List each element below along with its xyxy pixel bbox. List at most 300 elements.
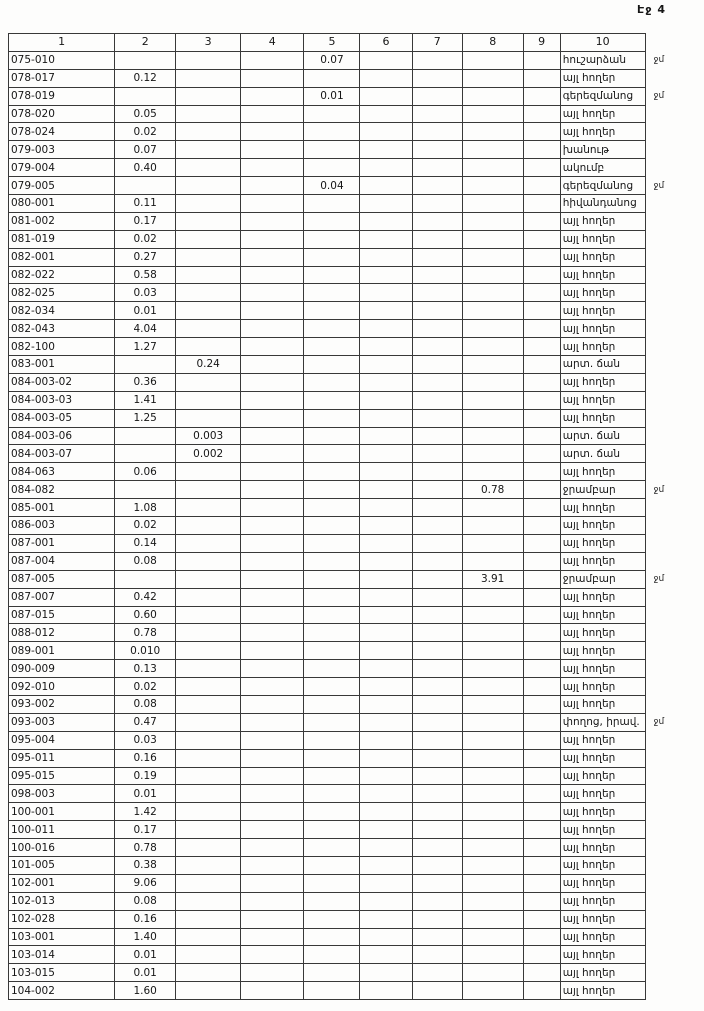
cell-land-use: այլ հողեր: [560, 123, 645, 141]
cell-area-value: [412, 642, 462, 660]
cell-land-use: այլ հողեր: [560, 874, 645, 892]
cell-area-value: [523, 982, 560, 1000]
margin-note: [645, 928, 703, 946]
cell-area-value: [462, 266, 523, 284]
cell-area-value: [241, 284, 304, 302]
cell-area-value: [360, 302, 412, 320]
cell-area-value: [412, 105, 462, 123]
cell-area-value: [523, 320, 560, 338]
cell-area-value: [523, 534, 560, 552]
cell-area-value: [241, 105, 304, 123]
cell-area-value: [360, 910, 412, 928]
cell-area-value: [523, 821, 560, 839]
cell-area-value: [462, 642, 523, 660]
cell-area-value: [523, 839, 560, 857]
cell-area-value: [304, 373, 360, 391]
cell-area-value: [304, 302, 360, 320]
cell-area-value: [176, 642, 241, 660]
cell-area-value: [360, 606, 412, 624]
cell-area-value: 0.01: [115, 964, 176, 982]
cell-area-value: 0.13: [115, 660, 176, 678]
cell-land-use: այլ հողեր: [560, 964, 645, 982]
cell-area-value: [412, 427, 462, 445]
cell-area-value: [304, 910, 360, 928]
cell-land-use: այլ հողեր: [560, 284, 645, 302]
cell-area-value: [462, 624, 523, 642]
margin-note: [645, 499, 703, 517]
cell-area-value: [304, 856, 360, 874]
cell-area-value: [360, 123, 412, 141]
cell-area-value: [523, 803, 560, 821]
cell-area-value: [523, 338, 560, 356]
cell-area-value: [412, 284, 462, 302]
cell-land-use: այլ հողեր: [560, 391, 645, 409]
cell-area-value: [360, 284, 412, 302]
cell-area-value: [462, 409, 523, 427]
cell-area-value: [412, 481, 462, 499]
cell-land-use: այլ հողեր: [560, 749, 645, 767]
cell-area-value: 1.60: [115, 982, 176, 1000]
cell-parcel-code: 088-012: [9, 624, 115, 642]
cell-area-value: [462, 910, 523, 928]
cell-area-value: [176, 749, 241, 767]
cell-parcel-code: 089-001: [9, 642, 115, 660]
cell-parcel-code: 082-034: [9, 302, 115, 320]
cell-area-value: [412, 678, 462, 696]
cell-area-value: 0.47: [115, 713, 176, 731]
margin-note: [645, 552, 703, 570]
cell-parcel-code: 079-005: [9, 177, 115, 195]
cell-area-value: [523, 874, 560, 892]
cell-land-use: այլ հողեր: [560, 803, 645, 821]
table-row: [9, 212, 704, 230]
table-row: [9, 874, 704, 892]
cell-area-value: [360, 69, 412, 87]
cell-land-use: այլ հողեր: [560, 320, 645, 338]
margin-note: [645, 964, 703, 982]
column-header: 3: [176, 34, 241, 52]
cell-area-value: 0.04: [304, 177, 360, 195]
cell-area-value: 0.78: [115, 624, 176, 642]
cell-area-value: [176, 123, 241, 141]
cell-land-use: այլ հողեր: [560, 839, 645, 857]
column-header: 2: [115, 34, 176, 52]
cell-area-value: [462, 302, 523, 320]
cell-area-value: [241, 338, 304, 356]
cell-area-value: [523, 123, 560, 141]
cell-area-value: [462, 373, 523, 391]
cell-area-value: 0.06: [115, 463, 176, 481]
cell-parcel-code: 095-015: [9, 767, 115, 785]
cell-area-value: [412, 839, 462, 857]
cell-area-value: [462, 463, 523, 481]
cell-area-value: 0.40: [115, 159, 176, 177]
cell-land-use: այլ հողեր: [560, 642, 645, 660]
cell-area-value: [523, 391, 560, 409]
cell-area-value: [176, 177, 241, 195]
cell-area-value: 0.02: [115, 517, 176, 535]
cell-area-value: [176, 856, 241, 874]
cell-parcel-code: 084-003-06: [9, 427, 115, 445]
cell-area-value: [462, 141, 523, 159]
cell-area-value: [304, 123, 360, 141]
table-row: [9, 946, 704, 964]
cell-area-value: [304, 445, 360, 463]
cell-area-value: [360, 51, 412, 69]
cell-area-value: [241, 302, 304, 320]
cell-area-value: [360, 624, 412, 642]
cell-area-value: 0.78: [115, 839, 176, 857]
cell-area-value: [360, 642, 412, 660]
cell-area-value: [304, 678, 360, 696]
cell-area-value: [462, 749, 523, 767]
cell-area-value: [523, 749, 560, 767]
cell-area-value: [176, 946, 241, 964]
cell-parcel-code: 078-019: [9, 87, 115, 105]
cell-area-value: 1.08: [115, 499, 176, 517]
cell-area-value: [412, 391, 462, 409]
cell-area-value: [523, 731, 560, 749]
cell-area-value: [176, 695, 241, 713]
cell-area-value: [241, 373, 304, 391]
cell-area-value: [176, 660, 241, 678]
table-row: [9, 731, 704, 749]
table-row: [9, 517, 704, 535]
cell-parcel-code: 082-022: [9, 266, 115, 284]
cell-area-value: [523, 284, 560, 302]
cell-area-value: [304, 230, 360, 248]
cell-parcel-code: 078-024: [9, 123, 115, 141]
margin-note: [645, 767, 703, 785]
cell-area-value: [412, 856, 462, 874]
margin-note: [645, 678, 703, 696]
cell-area-value: 9.06: [115, 874, 176, 892]
cell-area-value: [115, 481, 176, 499]
cell-area-value: [304, 606, 360, 624]
cell-area-value: [412, 463, 462, 481]
cell-land-use: այլ հողեր: [560, 695, 645, 713]
cell-area-value: [304, 212, 360, 230]
cell-area-value: [176, 606, 241, 624]
cell-area-value: 0.14: [115, 534, 176, 552]
margin-note: [645, 391, 703, 409]
cell-area-value: [462, 338, 523, 356]
cell-area-value: [462, 964, 523, 982]
cell-area-value: [176, 767, 241, 785]
cell-area-value: [304, 624, 360, 642]
column-header: 6: [360, 34, 412, 52]
cell-area-value: [241, 463, 304, 481]
cell-area-value: [241, 892, 304, 910]
cell-land-use: այլ հողեր: [560, 678, 645, 696]
cell-area-value: [523, 230, 560, 248]
cell-area-value: [462, 839, 523, 857]
margin-note: [645, 230, 703, 248]
cell-parcel-code: 093-002: [9, 695, 115, 713]
cell-area-value: [412, 660, 462, 678]
cell-area-value: [360, 463, 412, 481]
cell-area-value: [360, 821, 412, 839]
cell-land-use: այլ հողեր: [560, 266, 645, 284]
cell-area-value: [176, 87, 241, 105]
margin-note-header: [645, 34, 703, 52]
table-row: [9, 195, 704, 213]
cell-area-value: 0.08: [115, 695, 176, 713]
column-header: 8: [462, 34, 523, 52]
cell-area-value: [176, 141, 241, 159]
cell-area-value: [176, 964, 241, 982]
cell-area-value: [523, 695, 560, 713]
cell-land-use: այլ հողեր: [560, 105, 645, 123]
cell-parcel-code: 079-004: [9, 159, 115, 177]
margin-note: [645, 892, 703, 910]
cell-area-value: [462, 678, 523, 696]
cell-land-use: այլ հողեր: [560, 463, 645, 481]
cell-area-value: 0.16: [115, 910, 176, 928]
margin-note: [645, 660, 703, 678]
cell-parcel-code: 082-043: [9, 320, 115, 338]
cell-area-value: [412, 517, 462, 535]
cell-area-value: [176, 570, 241, 588]
cell-land-use: այլ հողեր: [560, 373, 645, 391]
table-row: [9, 624, 704, 642]
cell-area-value: [462, 713, 523, 731]
cell-area-value: [412, 141, 462, 159]
cell-area-value: [523, 69, 560, 87]
cell-area-value: [412, 606, 462, 624]
cell-area-value: [462, 821, 523, 839]
cell-area-value: [462, 391, 523, 409]
cell-area-value: [241, 624, 304, 642]
cell-area-value: [304, 731, 360, 749]
cell-area-value: [412, 910, 462, 928]
cell-area-value: [360, 391, 412, 409]
cell-area-value: 4.04: [115, 320, 176, 338]
cell-land-use: այլ հողեր: [560, 606, 645, 624]
margin-note: [645, 803, 703, 821]
cell-area-value: 0.42: [115, 588, 176, 606]
page-number: Էջ 4: [637, 3, 666, 16]
cell-area-value: 0.27: [115, 248, 176, 266]
cell-area-value: [360, 892, 412, 910]
cell-parcel-code: 100-016: [9, 839, 115, 857]
cell-land-use: այլ հողեր: [560, 785, 645, 803]
cell-land-use: այլ հողեր: [560, 248, 645, 266]
cell-area-value: [462, 695, 523, 713]
table-row: [9, 230, 704, 248]
table-row: [9, 588, 704, 606]
table-row: [9, 373, 704, 391]
cell-area-value: [462, 230, 523, 248]
cell-area-value: [412, 356, 462, 374]
cell-area-value: [176, 534, 241, 552]
cell-parcel-code: 095-004: [9, 731, 115, 749]
table-row: [9, 391, 704, 409]
cell-area-value: [360, 570, 412, 588]
cell-area-value: 1.25: [115, 409, 176, 427]
cell-area-value: [241, 266, 304, 284]
cell-area-value: [412, 928, 462, 946]
cell-area-value: 0.78: [462, 481, 523, 499]
cell-land-use: այլ հողեր: [560, 856, 645, 874]
cell-area-value: [412, 570, 462, 588]
cell-area-value: [360, 230, 412, 248]
cell-area-value: 0.17: [115, 212, 176, 230]
cell-area-value: [462, 356, 523, 374]
table-row: [9, 928, 704, 946]
cell-area-value: [360, 195, 412, 213]
cell-area-value: [304, 749, 360, 767]
cell-area-value: 0.07: [304, 51, 360, 69]
cell-area-value: [412, 821, 462, 839]
cell-area-value: [360, 320, 412, 338]
cell-area-value: [412, 946, 462, 964]
cell-land-use: այլ հողեր: [560, 409, 645, 427]
cell-area-value: [241, 552, 304, 570]
column-header: 1: [9, 34, 115, 52]
cell-area-value: [412, 373, 462, 391]
cell-parcel-code: 086-003: [9, 517, 115, 535]
cell-area-value: [176, 159, 241, 177]
cell-area-value: [462, 588, 523, 606]
cell-area-value: [462, 105, 523, 123]
cell-area-value: [115, 51, 176, 69]
cell-area-value: [360, 409, 412, 427]
cell-area-value: 0.003: [176, 427, 241, 445]
cell-area-value: [360, 552, 412, 570]
margin-note: [645, 534, 703, 552]
cell-area-value: 0.01: [115, 302, 176, 320]
cell-land-use: ջրամբար: [560, 570, 645, 588]
cell-area-value: [241, 69, 304, 87]
cell-area-value: [412, 982, 462, 1000]
cell-area-value: [241, 678, 304, 696]
cell-area-value: [241, 785, 304, 803]
cell-area-value: 0.60: [115, 606, 176, 624]
cell-area-value: [241, 356, 304, 374]
cell-area-value: [115, 356, 176, 374]
cell-area-value: [241, 946, 304, 964]
cell-area-value: [176, 320, 241, 338]
cell-parcel-code: 103-014: [9, 946, 115, 964]
cell-area-value: 0.002: [176, 445, 241, 463]
table-row: [9, 51, 704, 69]
cell-area-value: [176, 517, 241, 535]
cell-land-use: հուշարձան: [560, 51, 645, 69]
table-row: [9, 141, 704, 159]
cell-area-value: 0.08: [115, 552, 176, 570]
cell-area-value: 1.40: [115, 928, 176, 946]
cell-parcel-code: 087-007: [9, 588, 115, 606]
cell-land-use: գերեզմանոց: [560, 177, 645, 195]
table-row: [9, 839, 704, 857]
margin-note: [645, 141, 703, 159]
cell-area-value: [304, 713, 360, 731]
table-row: [9, 69, 704, 87]
cell-area-value: [304, 320, 360, 338]
margin-note: [645, 373, 703, 391]
cell-area-value: [462, 284, 523, 302]
margin-note: [645, 695, 703, 713]
cell-area-value: [360, 946, 412, 964]
cell-area-value: 1.42: [115, 803, 176, 821]
cell-area-value: [523, 212, 560, 230]
cell-parcel-code: 081-019: [9, 230, 115, 248]
margin-note: [645, 588, 703, 606]
cell-parcel-code: 090-009: [9, 660, 115, 678]
cell-area-value: 0.05: [115, 105, 176, 123]
cell-area-value: [241, 642, 304, 660]
cell-area-value: [462, 499, 523, 517]
cell-area-value: [241, 481, 304, 499]
cell-area-value: [176, 928, 241, 946]
cell-land-use: փողոց, իրավ.: [560, 713, 645, 731]
cell-area-value: [304, 660, 360, 678]
cell-parcel-code: 078-020: [9, 105, 115, 123]
margin-note: [645, 159, 703, 177]
cell-area-value: [176, 588, 241, 606]
cell-parcel-code: 095-011: [9, 749, 115, 767]
land-parcel-table: [8, 33, 704, 1000]
margin-note: [645, 642, 703, 660]
cell-land-use: այլ հողեր: [560, 624, 645, 642]
cell-parcel-code: 082-001: [9, 248, 115, 266]
cell-land-use: այլ հողեր: [560, 946, 645, 964]
column-header: 10: [560, 34, 645, 52]
table-row: [9, 87, 704, 105]
cell-land-use: այլ հողեր: [560, 517, 645, 535]
cell-area-value: [523, 499, 560, 517]
cell-area-value: [241, 928, 304, 946]
table-row: [9, 856, 704, 874]
table-row: [9, 964, 704, 982]
cell-area-value: [241, 248, 304, 266]
cell-area-value: [462, 552, 523, 570]
cell-parcel-code: 078-017: [9, 69, 115, 87]
cell-area-value: [462, 320, 523, 338]
cell-area-value: [412, 713, 462, 731]
cell-area-value: [412, 445, 462, 463]
cell-parcel-code: 087-001: [9, 534, 115, 552]
cell-land-use: այլ հողեր: [560, 552, 645, 570]
table-row: [9, 266, 704, 284]
cell-area-value: 0.58: [115, 266, 176, 284]
cell-area-value: [462, 803, 523, 821]
cell-area-value: [412, 874, 462, 892]
cell-area-value: [462, 445, 523, 463]
cell-area-value: [304, 767, 360, 785]
cell-area-value: [412, 87, 462, 105]
cell-parcel-code: 087-004: [9, 552, 115, 570]
cell-area-value: [360, 982, 412, 1000]
margin-note: [645, 69, 703, 87]
margin-note: ջմ: [653, 180, 665, 191]
cell-area-value: [304, 821, 360, 839]
cell-area-value: [304, 803, 360, 821]
margin-note: [645, 749, 703, 767]
cell-land-use: այլ հողեր: [560, 588, 645, 606]
cell-area-value: 0.24: [176, 356, 241, 374]
cell-area-value: [462, 123, 523, 141]
cell-area-value: [360, 588, 412, 606]
cell-area-value: [360, 248, 412, 266]
table-row: [9, 642, 704, 660]
cell-area-value: [304, 517, 360, 535]
cell-area-value: 3.91: [462, 570, 523, 588]
cell-area-value: 0.02: [115, 123, 176, 141]
margin-note: [645, 409, 703, 427]
cell-area-value: [462, 874, 523, 892]
